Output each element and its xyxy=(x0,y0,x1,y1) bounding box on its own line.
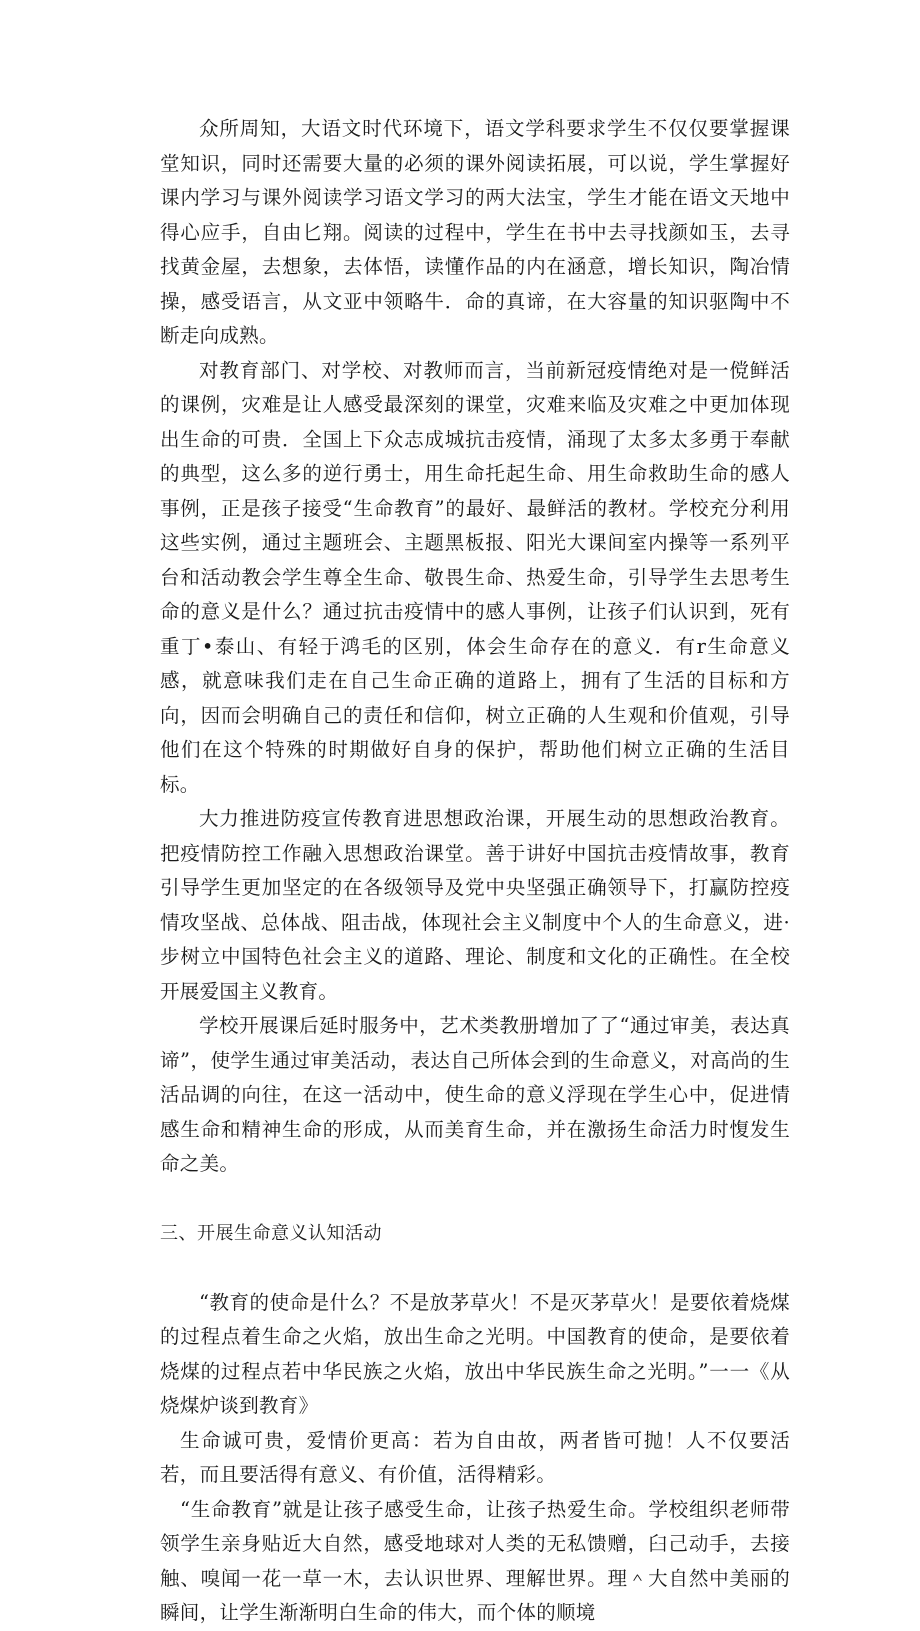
paragraph-art-education: 学校开展课后延时服务中，艺术类教册增加了了“通过审美，表达真谛”，使学生通过审美活动，表达自己所体会到的生命意义，对高尚的生活品调的向往，在这一活动中，使生命的意义浮现在学生心中，促进情感生命和精神生命的形成，从而美育生命，并在激扬生命活力时愎发生命之美。 xyxy=(160,1014,790,1175)
paragraph-reading: 众所周知，大语文时代环境下，语文学科要求学生不仅仅要掌握课堂知识，同时还需要大量的必须的课外阅读拓展，可以说，学生掌握好课内学习与课外阅读学习语文学习的两大法宝，学生才能在语文天地中得心应手，自由匕翔。阅读的过程中，学生在书中去寻找颜如玉，去寻找黄金屋，去想象，去体悟，读懂作品的内在涵意，增长知识，陶冶情操，感受语言，从文亚中领略牛．命的真谛，在大容量的知识驱陶中不断走向成熟。 xyxy=(160,117,790,347)
paragraph-poem: 生命诚可贵，爱情价更高：若为自由故，两者皆可抛！人不仅要活若，而且要活得有意义、有价值，活得精彩。 xyxy=(160,1428,790,1486)
document-page xyxy=(160,112,790,1631)
paragraph-epidemic-lesson: 对教育部门、对学校、对教师而言，当前新冠疫情绝对是一傥鲜活的课例，灾难是让人感受最深刻的课堂，灾难来临及灾难之中更加体现出生命的可贵．全国上下众志成城抗击疫情，涌现了太多太多勇于奉献的典型，这么多的逆行勇士，用生命托起生命、用生命救助生命的感人事例，正是孩子接受“生命教育”的最好、最鲜活的教材。学校充分利用这些实例，通过主题班会、主题黑板报、阳光大课间室内操等一系列平台和活动教会学生尊全生命、敬畏生命、热爱生命，引导学生去思考生命的意义是什么？通过抗击疫情中的感人事例，让孩子们认识到，死有重丁•泰山、有轻于鸿毛的区别，体会生命存在的意义．有r生命意义感，就意味我们走在自己生命正确的道路上，拥有了生活的目标和方向，因而会明确自己的责任和信仰，树立正确的人生观和价值观，引导他们在这个特殊的时期做好自身的保护，帮助他们树立正确的生活目标。 xyxy=(160,358,790,796)
paragraph-life-education: “生命教育”就是让孩子感受生命，让孩子热爱生命。学校组织老师带领学生亲身贴近大自然，感受地球对人类的无私馈赠，臼己动手，去接触、嗅闻一花一草一木，去认识世界、理解世界。理＾大自然中美丽的瞬间，让学生渐渐明白生命的伟大，而个体的顺境 xyxy=(160,1497,790,1624)
paragraph-political-education: 大力推进防疫宣传教育进思想政治课，开展生动的思想政治教育。把疫情防控工作融入思想政治课堂。善于讲好中国抗击疫情故事，教育引导学生更加坚定的在各级领导及党中央坚强正确领导下，打赢防控疫情攻坚战、总体战、阻击战，体现社会主义制度中个人的生命意义，进·步树立中国特色社会主义的道路、理论、制度和文化的正确性。在全校开展爱国主义教育。 xyxy=(160,807,790,1003)
paragraph-quote: “教育的使命是什么？不是放茅草火！不是灭茅草火！是要依着烧煤的过程点着生命之火焰，放出生命之光明。中国教育的使命，是要依着烧煤的过程点若中华民族之火焰，放出中华民族生命之光明。”一一《从烧煤炉谈到教育》 xyxy=(160,1290,790,1417)
section-heading: 三、开展生命意义认知活动 xyxy=(160,1222,382,1244)
